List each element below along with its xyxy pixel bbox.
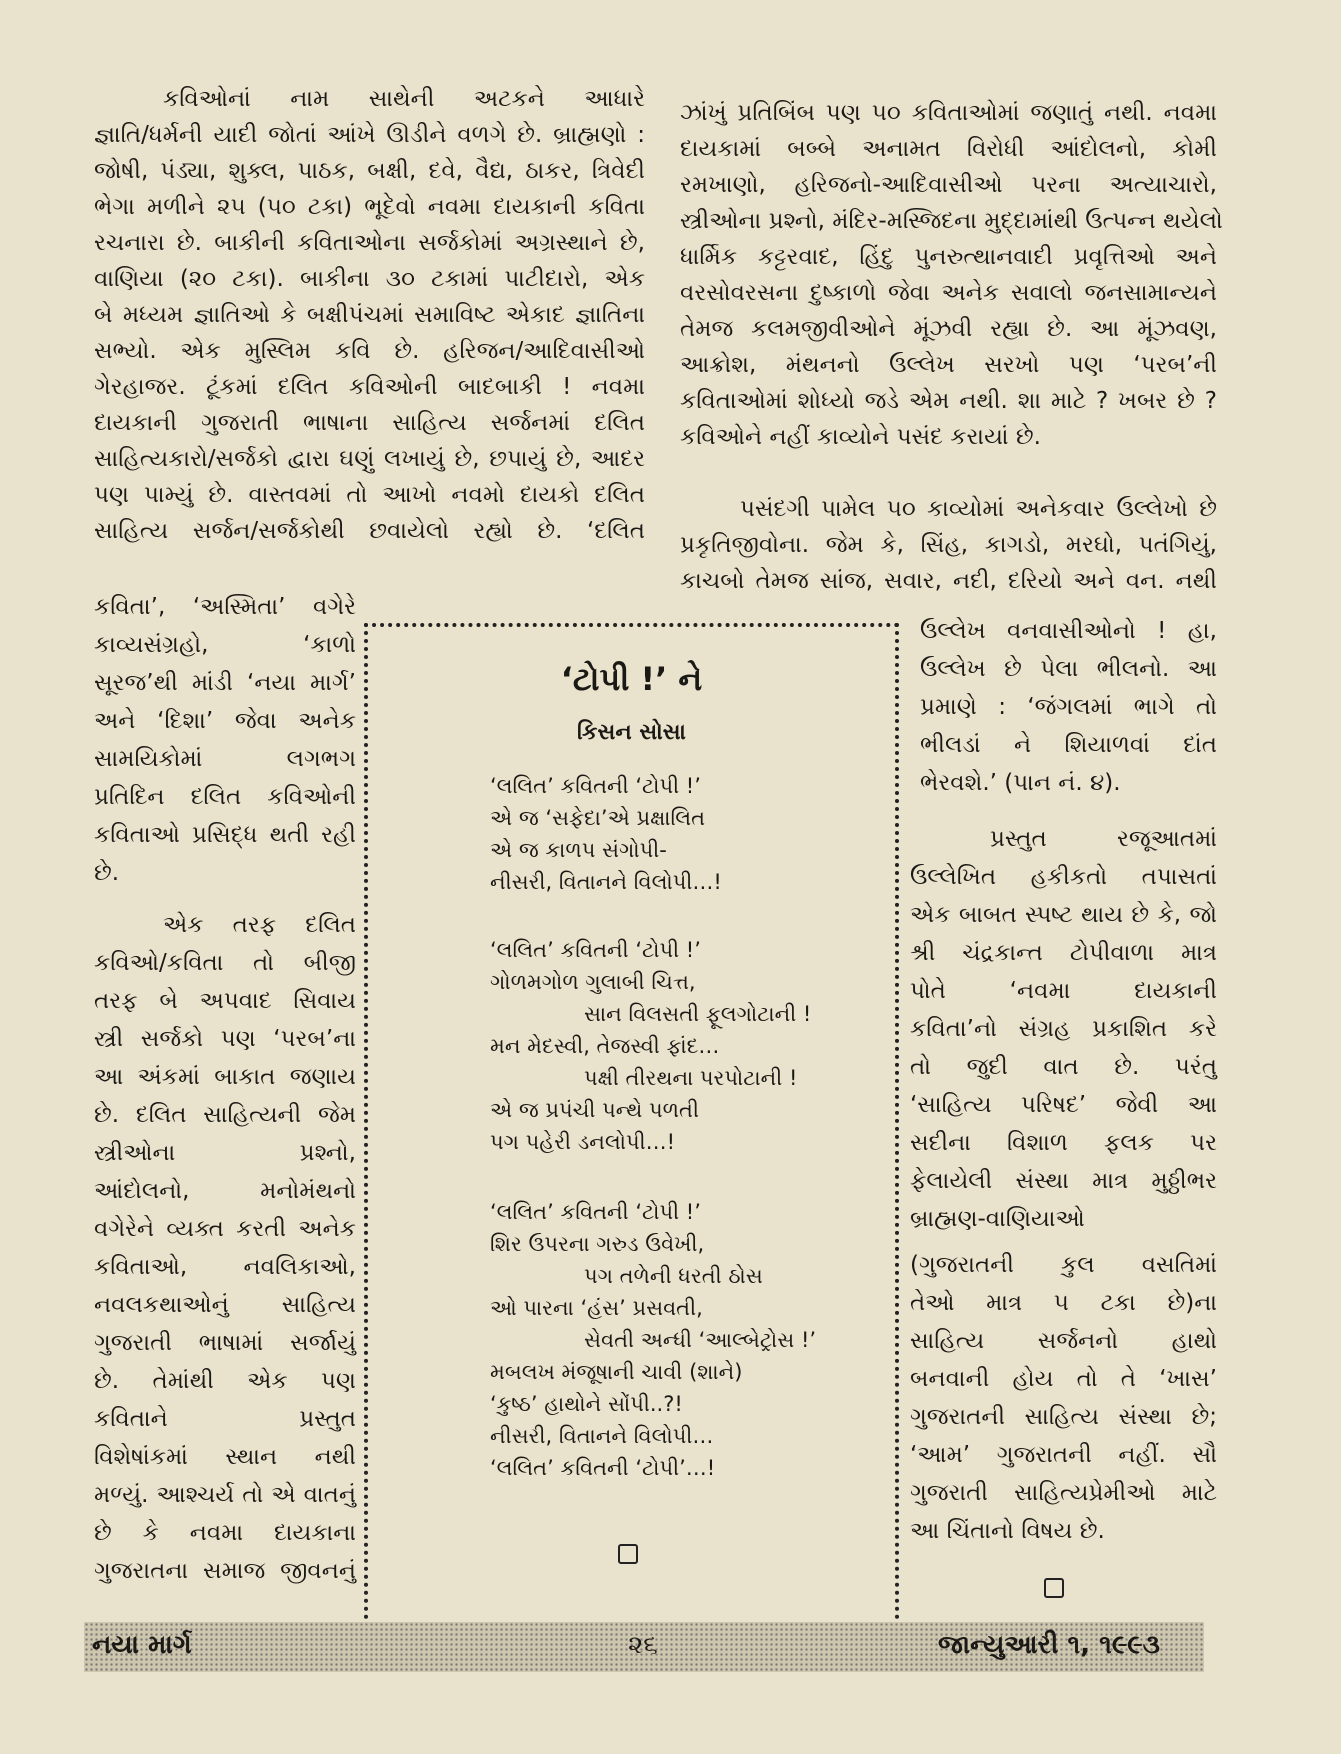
paragraph-line: રમખાણો, હરિજનો-આદિવાસીઓ પરના અત્યાચારો,	[680, 172, 1217, 198]
paragraph-line: કવિઓ/કવિતા તો બીજી	[94, 950, 356, 976]
poem-line: ‘લલિત’ કવિતની ‘ટોપી !’	[490, 1200, 701, 1224]
paragraph-line: ધાર્મિક કટ્ટરવાદ, હિંદુ પુનરુત્થાનવાદી પ્રવૃત્તિઓ અને	[680, 244, 1217, 270]
paragraph-line: એક બાબત સ્પષ્ટ થાય છે કે, જો	[910, 902, 1217, 928]
paragraph-line: ભીલડાં ને શિયાળવાં દાંત	[920, 732, 1217, 758]
paragraph-line: છે.	[94, 860, 120, 886]
paragraph-line: (ગુજરાતની કુલ વસતિમાં	[910, 1252, 1217, 1278]
paragraph-line: ગુજરાતના સમાજ જીવનનું	[94, 1558, 356, 1584]
poem-title: ‘ટોપી !’ ને	[560, 660, 703, 698]
poem-line: ઓ પારના ‘હંસ’ પ્રસવતી,	[490, 1296, 703, 1320]
paragraph-line: કવિતાઓ, નવલિકાઓ,	[94, 1254, 356, 1280]
poem-line: પગ પહેરી ડનલોપી…!	[490, 1130, 676, 1154]
paragraph-line: ઉલ્લેખિત હકીકતો તપાસતાં	[910, 864, 1217, 890]
poem-line: મબલખ મંજૂષાની ચાવી (શાને)	[490, 1360, 743, 1384]
paragraph-line: નવલકથાઓનું સાહિત્ય	[94, 1292, 356, 1318]
paragraph-line: બનવાની હોય તો તે ‘ખાસ’	[910, 1366, 1217, 1392]
poem-line: એ જ ‘સફેદા’એ પ્રક્ષાલિત	[490, 806, 706, 830]
paragraph-line: આક્રોશ, મંથનનો ઉલ્લેખ સરખો પણ ‘પરબ’ની	[680, 352, 1217, 378]
paragraph-line: ‘આમ’ ગુજરાતની નહીં. સૌ	[910, 1442, 1217, 1468]
paragraph-line: કવિતાઓ પ્રસિદ્ધ થતી રહી	[94, 822, 356, 848]
paragraph-line: તેઓ માત્ર ૫ ટકા છે)ના	[910, 1290, 1217, 1316]
paragraph-line: ઉલ્લેખ છે પેલા ભીલનો. આ	[920, 656, 1217, 682]
issue-date: જાન્યુઆરી ૧, ૧૯૯૩	[938, 1630, 1160, 1660]
paragraph-line: ફેલાયેલી સંસ્થા માત્ર મુઠ્ઠીભર	[910, 1168, 1217, 1194]
paragraph-line: સ્ત્રીઓના પ્રશ્નો, મંદિર-મસ્જિદના મુદ્દામાંથી ઉત્પન્ન થયેલો	[680, 208, 1223, 234]
paragraph-line: સભ્યો. એક મુસ્લિમ કવિ છે. હરિજન/આદિવાસીઓ	[94, 338, 645, 364]
paragraph-line: બ્રાહ્મણ-વાણિયાઓ	[910, 1206, 1085, 1232]
paragraph-line: કાચબો તેમજ સાંજ, સવાર, નદી, દરિયો અને વન. નથી	[680, 568, 1217, 594]
paragraph-line: ભેગા મળીને ૨૫ (૫૦ ટકા) ભૂદેવો નવમા દાયકાની કવિતા	[94, 194, 645, 220]
poem-line: નીસરી, વિતાનને વિલોપી…!	[490, 870, 722, 894]
paragraph-line: કવિતાઓમાં શોધ્યો જડે એમ નથી. શા માટે ? ખબર છે ?	[680, 388, 1217, 414]
paragraph-line: કવિતા’, ‘અસ્મિતા’ વગેરે	[94, 594, 356, 620]
paragraph-line: આ ચિંતાનો વિષય છે.	[910, 1518, 1105, 1544]
paragraph-line: એક તરફ દલિત	[163, 912, 356, 938]
paragraph-line: ગેરહાજર. ટૂંકમાં દલિત કવિઓની બાદબાકી ! નવમા	[94, 374, 645, 400]
page-number: ૨૬	[628, 1630, 658, 1660]
paragraph-line: પોતે ‘નવમા દાયકાની	[910, 978, 1217, 1004]
paragraph-line: સાહિત્ય સર્જનનો હાથો	[910, 1328, 1217, 1354]
paragraph-line: પ્રતિદિન દલિત કવિઓની	[94, 784, 356, 810]
paragraph-line: તો જુદી વાત છે. પરંતુ	[910, 1054, 1217, 1080]
paragraph-line: વગેરેને વ્યક્ત કરતી અનેક	[94, 1216, 356, 1242]
paragraph-line: પ્રસ્તુત રજૂઆતમાં	[990, 826, 1217, 852]
paragraph-line: કવિતાને પ્રસ્તુત	[94, 1406, 356, 1432]
paragraph-line: અને ‘દિશા’ જેવા અનેક	[94, 708, 356, 734]
paragraph-line: ઝાંખું પ્રતિબિંબ પણ ૫૦ કવિતાઓમાં જણાતું નથી. નવમા	[680, 100, 1217, 126]
paragraph-line: રચનારા છે. બાકીની કવિતાઓના સર્જકોમાં અગ્રસ્થાને છે,	[94, 230, 645, 256]
poem-line: શિર ઉપરના ગરુડ ઉવેખી,	[490, 1232, 705, 1256]
paragraph-line: સદીના વિશાળ ફલક પર	[910, 1130, 1217, 1156]
paragraph-line: ભેરવશે.’ (પાન નં. ૪).	[920, 770, 1121, 796]
end-of-article-icon	[1044, 1578, 1064, 1598]
poem-end-icon	[618, 1544, 638, 1564]
paragraph-line: મળ્યું. આશ્ચર્ય તો એ વાતનું	[94, 1482, 356, 1508]
paragraph-line: પસંદગી પામેલ ૫૦ કાવ્યોમાં અનેકવાર ઉલ્લેખો છે	[740, 496, 1217, 522]
poem-line: મન મેદસ્વી, તેજસ્વી ફાંદ…	[490, 1034, 720, 1058]
paragraph-line: આ અંકમાં બાકાત જણાય	[94, 1064, 356, 1090]
paragraph-line: સૂરજ’થી માંડી ‘નયા માર્ગ’	[94, 670, 356, 696]
paragraph-line: છે. દલિત સાહિત્યની જેમ	[94, 1102, 356, 1128]
paragraph-line: ‘સાહિત્ય પરિષદ’ જેવી આ	[910, 1092, 1217, 1118]
paragraph-line: તેમજ કલમજીવીઓને મૂંઝવી રહ્યા છે. આ મૂંઝવણ,	[680, 316, 1217, 342]
paragraph-line: પણ પામ્યું છે. વાસ્તવમાં તો આખો નવમો દાયકો દલિત	[94, 482, 645, 508]
paragraph-line: છે કે નવમા દાયકાના	[94, 1520, 356, 1546]
paragraph-line: છે. તેમાંથી એક પણ	[94, 1368, 356, 1394]
paragraph-line: કાવ્યસંગ્રહો, ‘કાળો	[94, 632, 356, 658]
paragraph-line: કવિતા’નો સંગ્રહ પ્રકાશિત કરે	[910, 1016, 1217, 1042]
magazine-name: નયા માર્ગ	[92, 1630, 192, 1660]
poem-line: ‘કુષ્ઠ’ હાથોને સોંપી..?!	[490, 1392, 683, 1416]
paragraph-line: ગુજરાતી ભાષામાં સર્જાયું	[94, 1330, 356, 1356]
paragraph-line: સ્ત્રીઓના પ્રશ્નો,	[94, 1140, 356, 1166]
poem-line: પક્ષી તીરથના પરપોટાની !	[584, 1066, 798, 1090]
paragraph-line: પ્રકૃતિજીવોના. જેમ કે, સિંહ, કાગડો, મરઘો, પતંગિયું,	[680, 532, 1217, 558]
poem-line: સેવતી અન્ધી ‘આલ્બેટ્રોસ !’	[584, 1328, 817, 1352]
poem-author: કિસન સોસા	[577, 720, 686, 745]
paragraph-line: ઉલ્લેખ વનવાસીઓનો ! હા,	[920, 618, 1217, 644]
paragraph-line: વરસોવરસના દુષ્કાળો જેવા અનેક સવાલો જનસામાન્યને	[680, 280, 1217, 306]
poem-line: ‘લલિત’ કવિતની ‘ટોપી’…!	[490, 1456, 716, 1480]
poem-line: એ જ પ્રપંચી પન્થે પળતી	[490, 1098, 699, 1122]
paragraph-line: પ્રમાણે : ‘જંગલમાં ભાગે તો	[920, 694, 1217, 720]
poem-line: નીસરી, વિતાનને વિલોપી…	[490, 1424, 714, 1448]
paragraph-line: વિશેષાંકમાં સ્થાન નથી	[94, 1444, 356, 1470]
paragraph-line: વાણિયા (૨૦ ટકા). બાકીના ૩૦ ટકામાં પાટીદારો, એક	[94, 266, 645, 292]
poem-line: પગ તળેની ધરતી ઠોસ	[584, 1264, 763, 1288]
paragraph-line: કવિઓને નહીં કાવ્યોને પસંદ કરાયાં છે.	[680, 424, 1041, 450]
paragraph-line: સાહિત્યકારો/સર્જકો દ્વારા ઘણું લખાયું છે, છપાયું છે, આદર	[94, 446, 645, 472]
poem-line: ‘લલિત’ કવિતની ‘ટોપી !’	[490, 774, 701, 798]
poem-line: એ જ કાળપ સંગોપી-	[490, 838, 667, 862]
paragraph-line: ગુજરાતની સાહિત્ય સંસ્થા છે;	[910, 1404, 1217, 1430]
paragraph-line: જ્ઞાતિ/ધર્મની યાદી જોતાં આંખે ઊડીને વળગે છે. બ્રાહ્મણો :	[94, 122, 645, 148]
paragraph-line: આંદોલનો, મનોમંથનો	[94, 1178, 356, 1204]
paragraph-line: સાહિત્ય સર્જન/સર્જકોથી છવાયેલો રહ્યો છે. ‘દલિત	[94, 518, 645, 544]
paragraph-line: ગુજરાતી સાહિત્યપ્રેમીઓ માટે	[910, 1480, 1217, 1506]
paragraph-line: તરફ બે અપવાદ સિવાય	[94, 988, 356, 1014]
poem-line: સાન વિલસતી ફૂલગોટાની !	[584, 1002, 812, 1026]
paragraph-line: સ્ત્રી સર્જકો પણ ‘પરબ’ના	[94, 1026, 356, 1052]
paragraph-line: કવિઓનાં નામ સાથેની અટકને આધારે	[163, 86, 645, 112]
paragraph-line: બે મધ્યમ જ્ઞાતિઓ કે બક્ષીપંચમાં સમાવિષ્ટ એકાદ જ્ઞાતિના	[94, 302, 645, 328]
paragraph-line: દાયકાની ગુજરાતી ભાષાના સાહિત્ય સર્જનમાં દલિત	[94, 410, 645, 436]
poem-line: ગોળમગોળ ગુલાબી ચિત્ત,	[490, 970, 696, 994]
paragraph-line: શ્રી ચંદ્રકાન્ત ટોપીવાળા માત્ર	[910, 940, 1217, 966]
paragraph-line: દાયકામાં બબ્બે અનામત વિરોધી આંદોલનો, કોમી	[680, 136, 1217, 162]
paragraph-line: જોષી, પંડ્યા, શુક્લ, પાઠક, બક્ષી, દવે, વૈદ્ય, ઠાકર, ત્રિવેદી	[94, 158, 645, 184]
paragraph-line: સામયિકોમાં લગભગ	[94, 746, 356, 772]
poem-line: ‘લલિત’ કવિતની ‘ટોપી !’	[490, 938, 701, 962]
